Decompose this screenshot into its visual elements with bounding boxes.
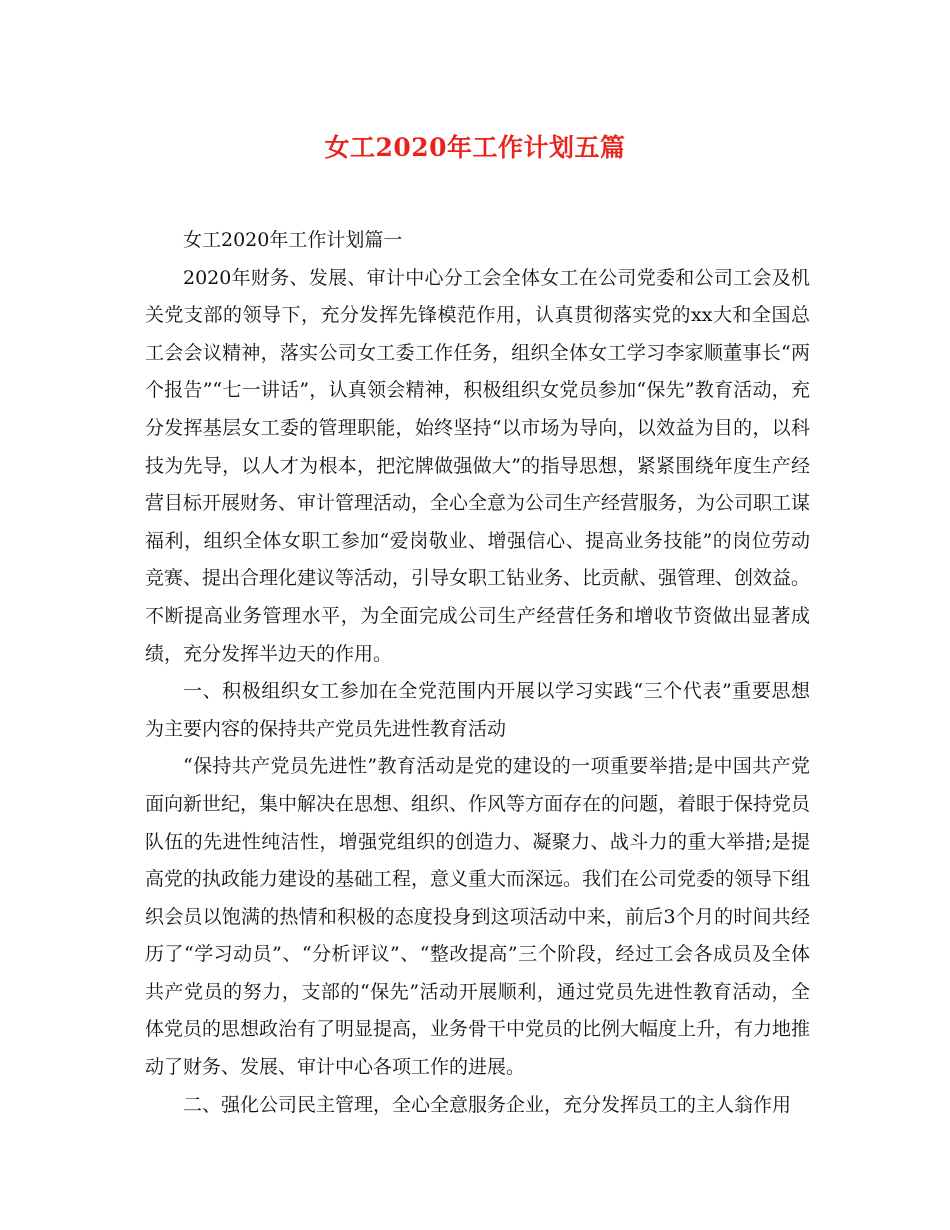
body-paragraph: 2020年财务、发展、审计中心分工会全体女工在公司党委和公司工会及机关党支部的领导下，充分发挥先锋模范作用，认真贯彻落实党的xx大和全国总工会会议精神，落实公司女工委工作任务，组织全体女工学习李家顺董事长“两个报告”“七一讲话”，认真领会精神，积极组织女党员参加“保先”教育活动，充分发挥基层女工委的管理职能，始终坚持“以市场为导向，以效益为目的，以科技为先导，以人才为根本，把沱牌做强做大”的指导思想，紧紧围绕年度生产经营目标开展财务、审计管理活动，全心全意为公司生产经营服务，为公司职工谋福利，组织全体女职工参加“爱岗敬业、增强信心、提高业务技能”的岗位劳动竞赛、提出合理化建议等活动，引导女职工钻业务、比贡献、强管理、创效益。不断提高业务管理水平，为全面完成公司生产经营任务和增收节资做出显著成绩，充分发挥半边天的作用。 — [145, 266, 811, 665]
body-paragraph: “保持共产党员先进性”教育活动是党的建设的一项重要举措;是中国共产党面向新世纪，集中解决在思想、组织、作风等方面存在的问题，着眼于保持党员队伍的先进性纯洁性，增强党组织的创造力、凝聚力、战斗力的重大举措;是提高党的执政能力建设的基础工程，意义重大而深远。我们在公司党委的领导下组织会员以饱满的热情和积极的态度投身到这项活动中来，前后3个月的时间共经历了“学习动员”、“分析评议”、“整改提高”三个阶段，经过工会各成员及全体共产党员的努力，支部的“保先”活动开展顺利，通过党员先进性教育活动，全体党员的思想政治有了明显提高，业务骨干中党员的比例大幅度上升，有力地推动了财务、发展、审计中心各项工作的进展。 — [145, 755, 811, 1079]
section-heading: 一、积极组织女工参加在全党范围内开展以学习实践“三个代表”重要思想为主要内容的保持共产党员先进性教育活动 — [145, 680, 810, 740]
document-body — [145, 222, 810, 1124]
document-title: 女工2020年工作计划五篇 — [324, 133, 626, 162]
section-heading: 二、强化公司民主管理，全心全意服务企业，充分发挥员工的主人翁作用 — [183, 1093, 792, 1116]
section-heading: 女工2020年工作计划篇一 — [183, 229, 403, 251]
